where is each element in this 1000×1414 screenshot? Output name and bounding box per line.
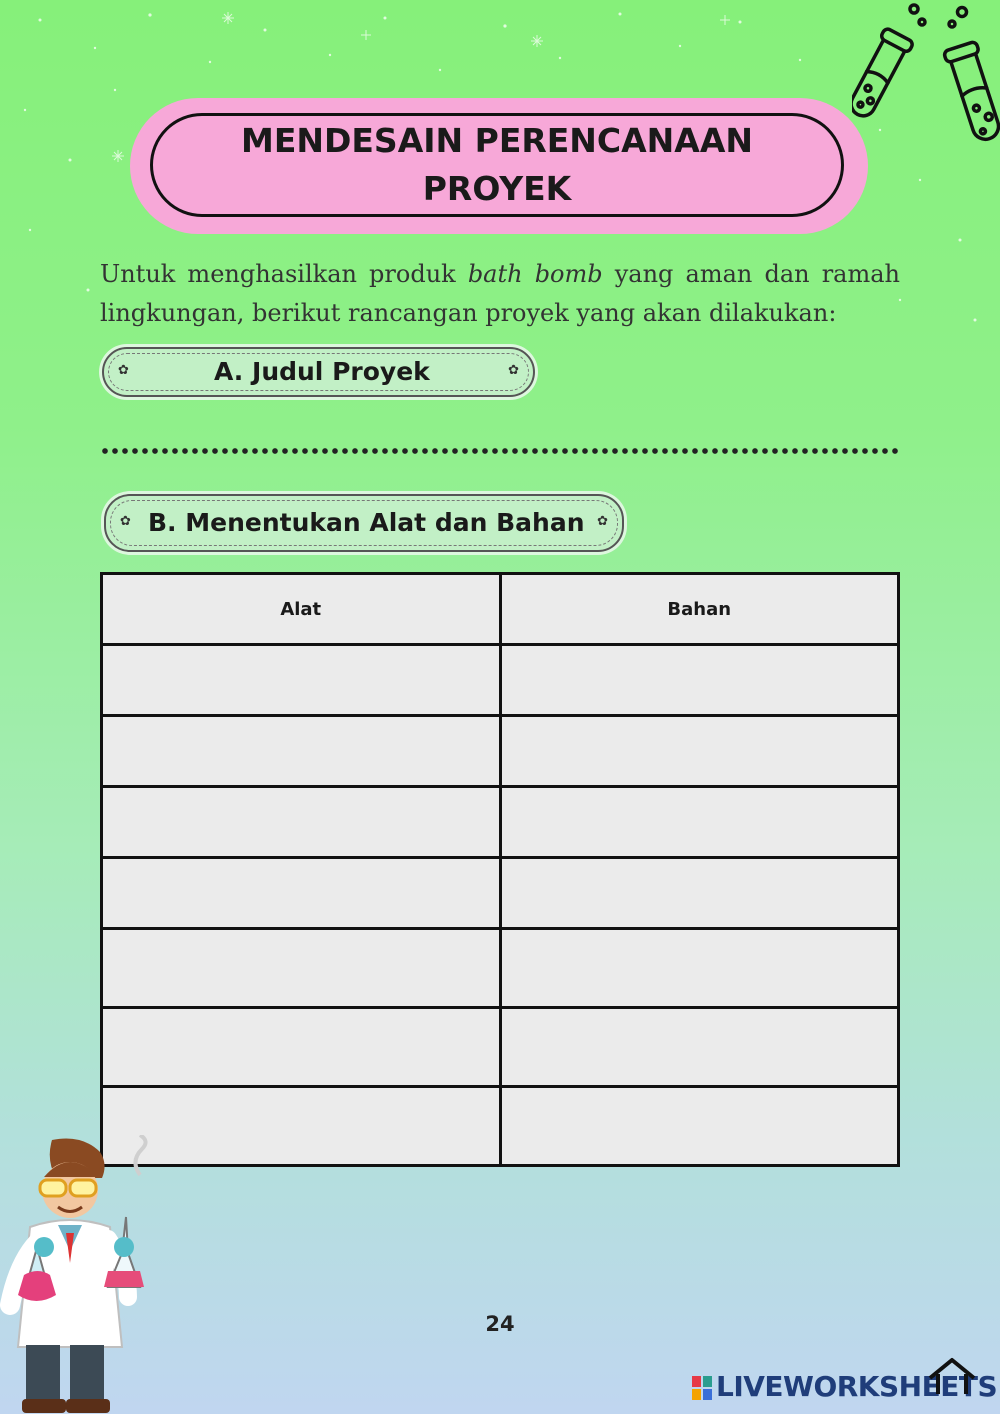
section-a-label: A. Judul Proyek xyxy=(214,357,430,386)
table-row xyxy=(102,858,899,929)
page-number: 24 xyxy=(485,1312,515,1336)
bahan-cell[interactable] xyxy=(500,858,899,929)
alat-cell[interactable] xyxy=(102,645,501,716)
leaf-icon: ✿ xyxy=(120,514,131,529)
brand-name: LIVEWORKSHEETS xyxy=(716,1370,998,1403)
alat-cell[interactable] xyxy=(102,929,501,1008)
bahan-cell[interactable] xyxy=(500,929,899,1008)
bahan-cell[interactable] xyxy=(500,1008,899,1087)
column-header-alat: Alat xyxy=(102,574,501,645)
bahan-cell[interactable] xyxy=(500,787,899,858)
table-row xyxy=(102,929,899,1008)
logo-mark-icon xyxy=(692,1376,712,1400)
table-row xyxy=(102,787,899,858)
bahan-cell[interactable] xyxy=(500,1087,899,1166)
house-icon xyxy=(926,1356,978,1396)
intro-text-start: Untuk menghasilkan produk xyxy=(100,260,468,288)
page-title: MENDESAIN PERENCANAAN PROYEK xyxy=(241,121,753,208)
table-row xyxy=(102,1008,899,1087)
scientist-illustration xyxy=(0,1135,160,1414)
tools-materials-table xyxy=(100,572,900,1167)
test-tube-icon xyxy=(852,2,1000,164)
alat-cell[interactable] xyxy=(102,858,501,929)
intro-text-end: yang aman dan ramah lingkungan, berikut rancangan proyek yang akan dilakukan: xyxy=(100,260,900,327)
table-row xyxy=(102,645,899,716)
leaf-icon: ✿ xyxy=(508,363,519,378)
alat-cell[interactable] xyxy=(102,787,501,858)
leaf-icon: ✿ xyxy=(597,514,608,529)
project-title-answer-line[interactable] xyxy=(100,446,900,456)
section-b-label: B. Menentukan Alat dan Bahan xyxy=(148,508,585,537)
alat-cell[interactable] xyxy=(102,1008,501,1087)
table-row xyxy=(102,716,899,787)
leaf-icon: ✿ xyxy=(118,363,129,378)
section-a-heading xyxy=(102,347,535,397)
title-banner xyxy=(150,113,844,217)
column-header-bahan: Bahan xyxy=(500,574,899,645)
liveworksheets-logo[interactable] xyxy=(692,1364,998,1410)
alat-cell[interactable] xyxy=(102,716,501,787)
intro-paragraph xyxy=(100,255,900,333)
bahan-cell[interactable] xyxy=(500,716,899,787)
bahan-cell[interactable] xyxy=(500,645,899,716)
table-row xyxy=(102,1087,899,1166)
intro-text-product: bath bomb xyxy=(467,260,603,288)
alat-cell[interactable] xyxy=(102,1087,501,1166)
table-header-row xyxy=(102,574,899,645)
section-b-heading xyxy=(104,494,624,552)
